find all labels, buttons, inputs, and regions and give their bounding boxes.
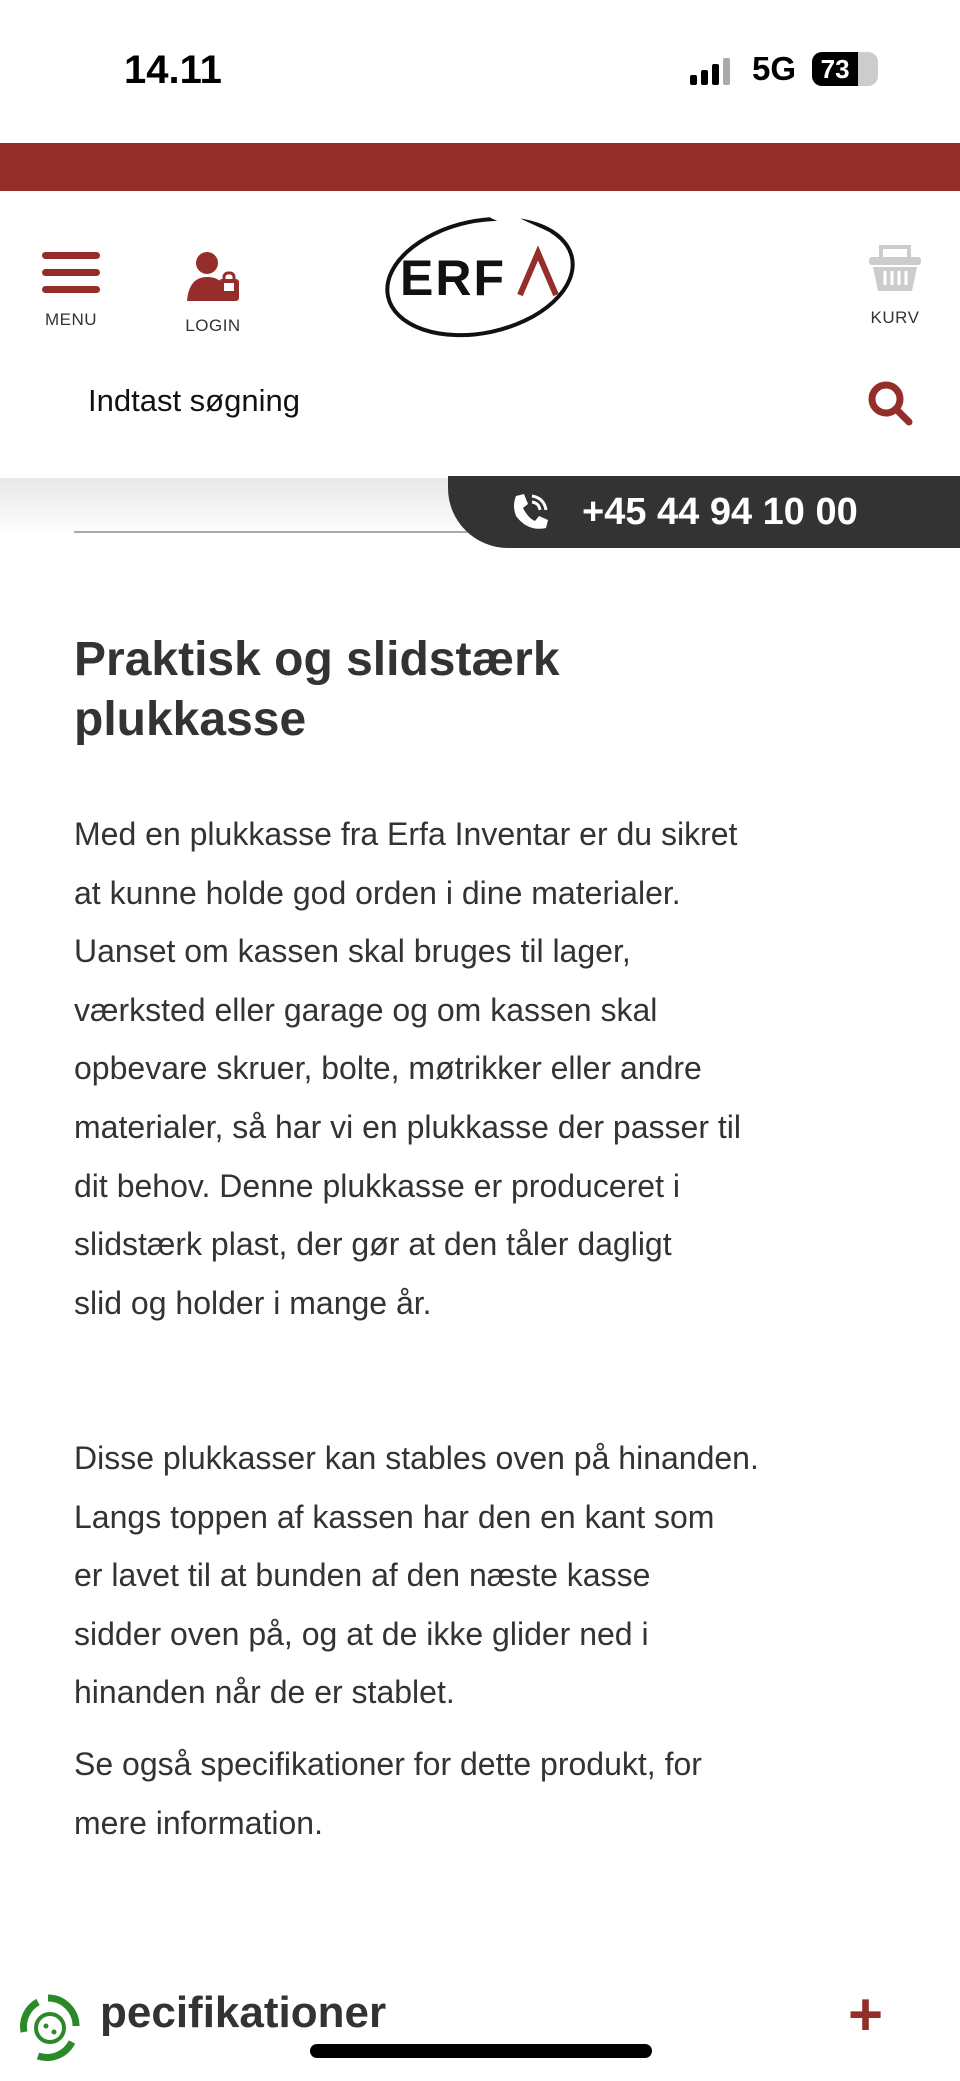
login-label: LOGIN bbox=[185, 316, 241, 335]
cart-button[interactable] bbox=[860, 241, 930, 328]
specifications-accordion-title[interactable]: pecifikationer bbox=[100, 1988, 387, 2037]
hamburger-icon bbox=[41, 251, 101, 295]
phone-button[interactable] bbox=[448, 476, 960, 548]
body-text-line: Disse plukkasser kan stables oven på hinanden. bbox=[74, 1440, 759, 1476]
body-text-line: slid og holder i mange år. bbox=[74, 1284, 432, 1321]
expand-plus-icon[interactable]: + bbox=[848, 1981, 884, 2048]
body-text-line: dit behov. Denne plukkasse er produceret i bbox=[74, 1167, 680, 1204]
status-time: 14.11 bbox=[124, 48, 222, 92]
phone-icon bbox=[508, 490, 552, 534]
site-header bbox=[0, 191, 960, 478]
body-text-line: slidstærk plast, der gør at den tåler dagligt bbox=[74, 1226, 672, 1263]
top-brand-bar bbox=[0, 143, 960, 191]
body-text-line: opbevare skruer, bolte, møtrikker eller andre bbox=[74, 1050, 702, 1087]
menu-label: MENU bbox=[44, 310, 98, 329]
divider bbox=[74, 531, 474, 533]
body-text-line: Langs toppen af kassen har den en kant som bbox=[74, 1498, 715, 1535]
cart-label: KURV bbox=[870, 308, 920, 327]
basket-icon bbox=[867, 241, 923, 293]
user-lock-icon bbox=[185, 249, 241, 305]
body-text-line: sidder oven på, og at de ikke glider ned i bbox=[74, 1615, 649, 1652]
network-type: 5G bbox=[752, 50, 797, 87]
page-heading bbox=[74, 630, 560, 750]
home-indicator bbox=[310, 2044, 652, 2058]
heading-line: plukkasse bbox=[74, 693, 307, 746]
body-text-line: Se også specifikationer for dette produkt, for bbox=[74, 1746, 702, 1782]
body-text-line: at kunne holde god orden i dine materialer. bbox=[74, 874, 681, 911]
phone-number: +45 44 94 10 00 bbox=[582, 490, 858, 533]
recycle-badge-icon[interactable] bbox=[18, 1992, 82, 2064]
signal-icon bbox=[690, 58, 730, 85]
body-text-line: værksted eller garage og om kassen skal bbox=[74, 991, 658, 1028]
search-input[interactable]: Indtast søgning bbox=[88, 383, 300, 418]
body-text-line: materialer, så har vi en plukkasse der passer til bbox=[74, 1109, 741, 1145]
heading-line: Praktisk og slidstærk bbox=[74, 633, 560, 686]
search-icon[interactable] bbox=[866, 379, 914, 427]
login-button[interactable] bbox=[178, 249, 248, 336]
body-text-line: Uanset om kassen skal bruges til lager, bbox=[74, 933, 631, 970]
battery-icon bbox=[812, 52, 878, 86]
svg-text:ERF: ERF bbox=[400, 250, 506, 306]
menu-button[interactable] bbox=[38, 251, 104, 330]
body-text-line: Med en plukkasse fra Erfa Inventar er du sikret bbox=[74, 816, 738, 852]
body-text-line: hinanden når de er stablet. bbox=[74, 1674, 455, 1711]
erfa-logo[interactable] bbox=[380, 215, 580, 339]
body-text-line: er lavet til at bunden af den næste kasse bbox=[74, 1557, 651, 1594]
body-text-line: mere information. bbox=[74, 1804, 323, 1841]
battery-level: 73 bbox=[812, 52, 858, 86]
